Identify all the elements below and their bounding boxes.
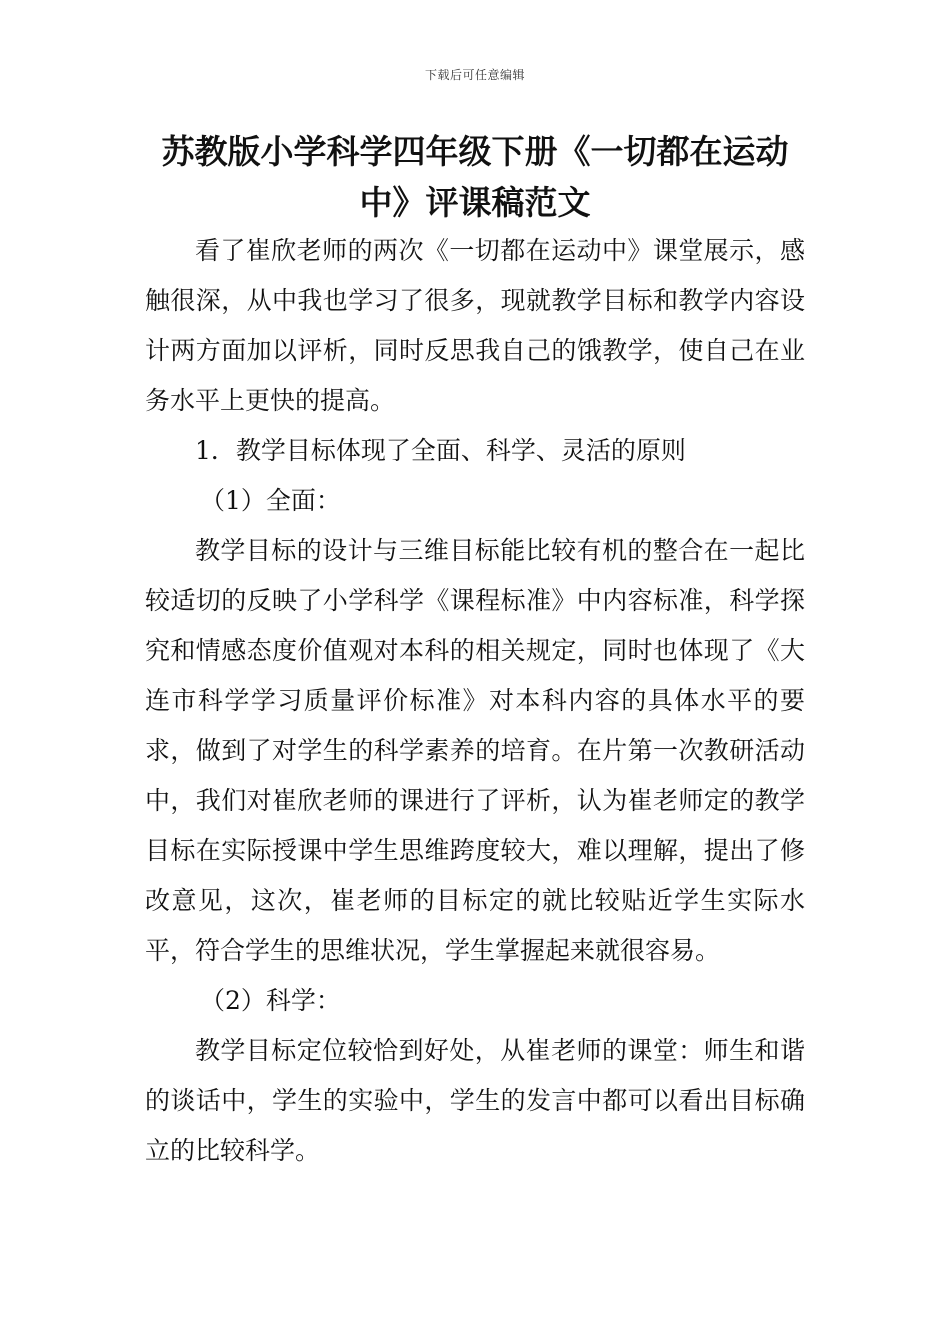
- subheading-comprehensive: （1）全面：: [200, 486, 341, 515]
- document-title: 苏教版小学科学四年级下册《一切都在运动中》评课稿范文: [161, 132, 789, 222]
- document-body: [145, 226, 805, 1176]
- section-heading-1: 1．教学目标体现了全面、科学、灵活的原则: [195, 436, 686, 465]
- paragraph-comprehensive: 教学目标的设计与三维目标能比较有机的整合在一起比较适切的反映了小学科学《课程标准》中内容标准，科学探究和情感态度价值观对本科的相关规定，同时也体现了《大连市科学学习质量评价标准》对本科内容的具体水平的要求，做到了对学生的科学素养的培育。在片第一次教研活动中，我们对崔欣老师的课进行了评析，认为崔老师定的教学目标在实际授课中学生思维跨度较大，难以理解，提出了修改意见，这次，崔老师的目标定的就比较贴近学生实际水平，符合学生的思维状况，学生掌握起来就很容易。: [145, 536, 805, 965]
- paragraph-scientific: 教学目标定位较恰到好处，从崔老师的课堂：师生和谐的谈话中，学生的实验中，学生的发言中都可以看出目标确立的比较科学。: [145, 1036, 805, 1165]
- intro-paragraph: 看了崔欣老师的两次《一切都在运动中》课堂展示，感触很深，从中我也学习了很多，现就教学目标和教学内容设计两方面加以评析，同时反思我自己的饿教学，使自己在业务水平上更快的提高。: [145, 236, 805, 415]
- subheading-scientific: （2）科学：: [200, 986, 341, 1015]
- header-note: 下载后可任意编辑: [424, 68, 525, 82]
